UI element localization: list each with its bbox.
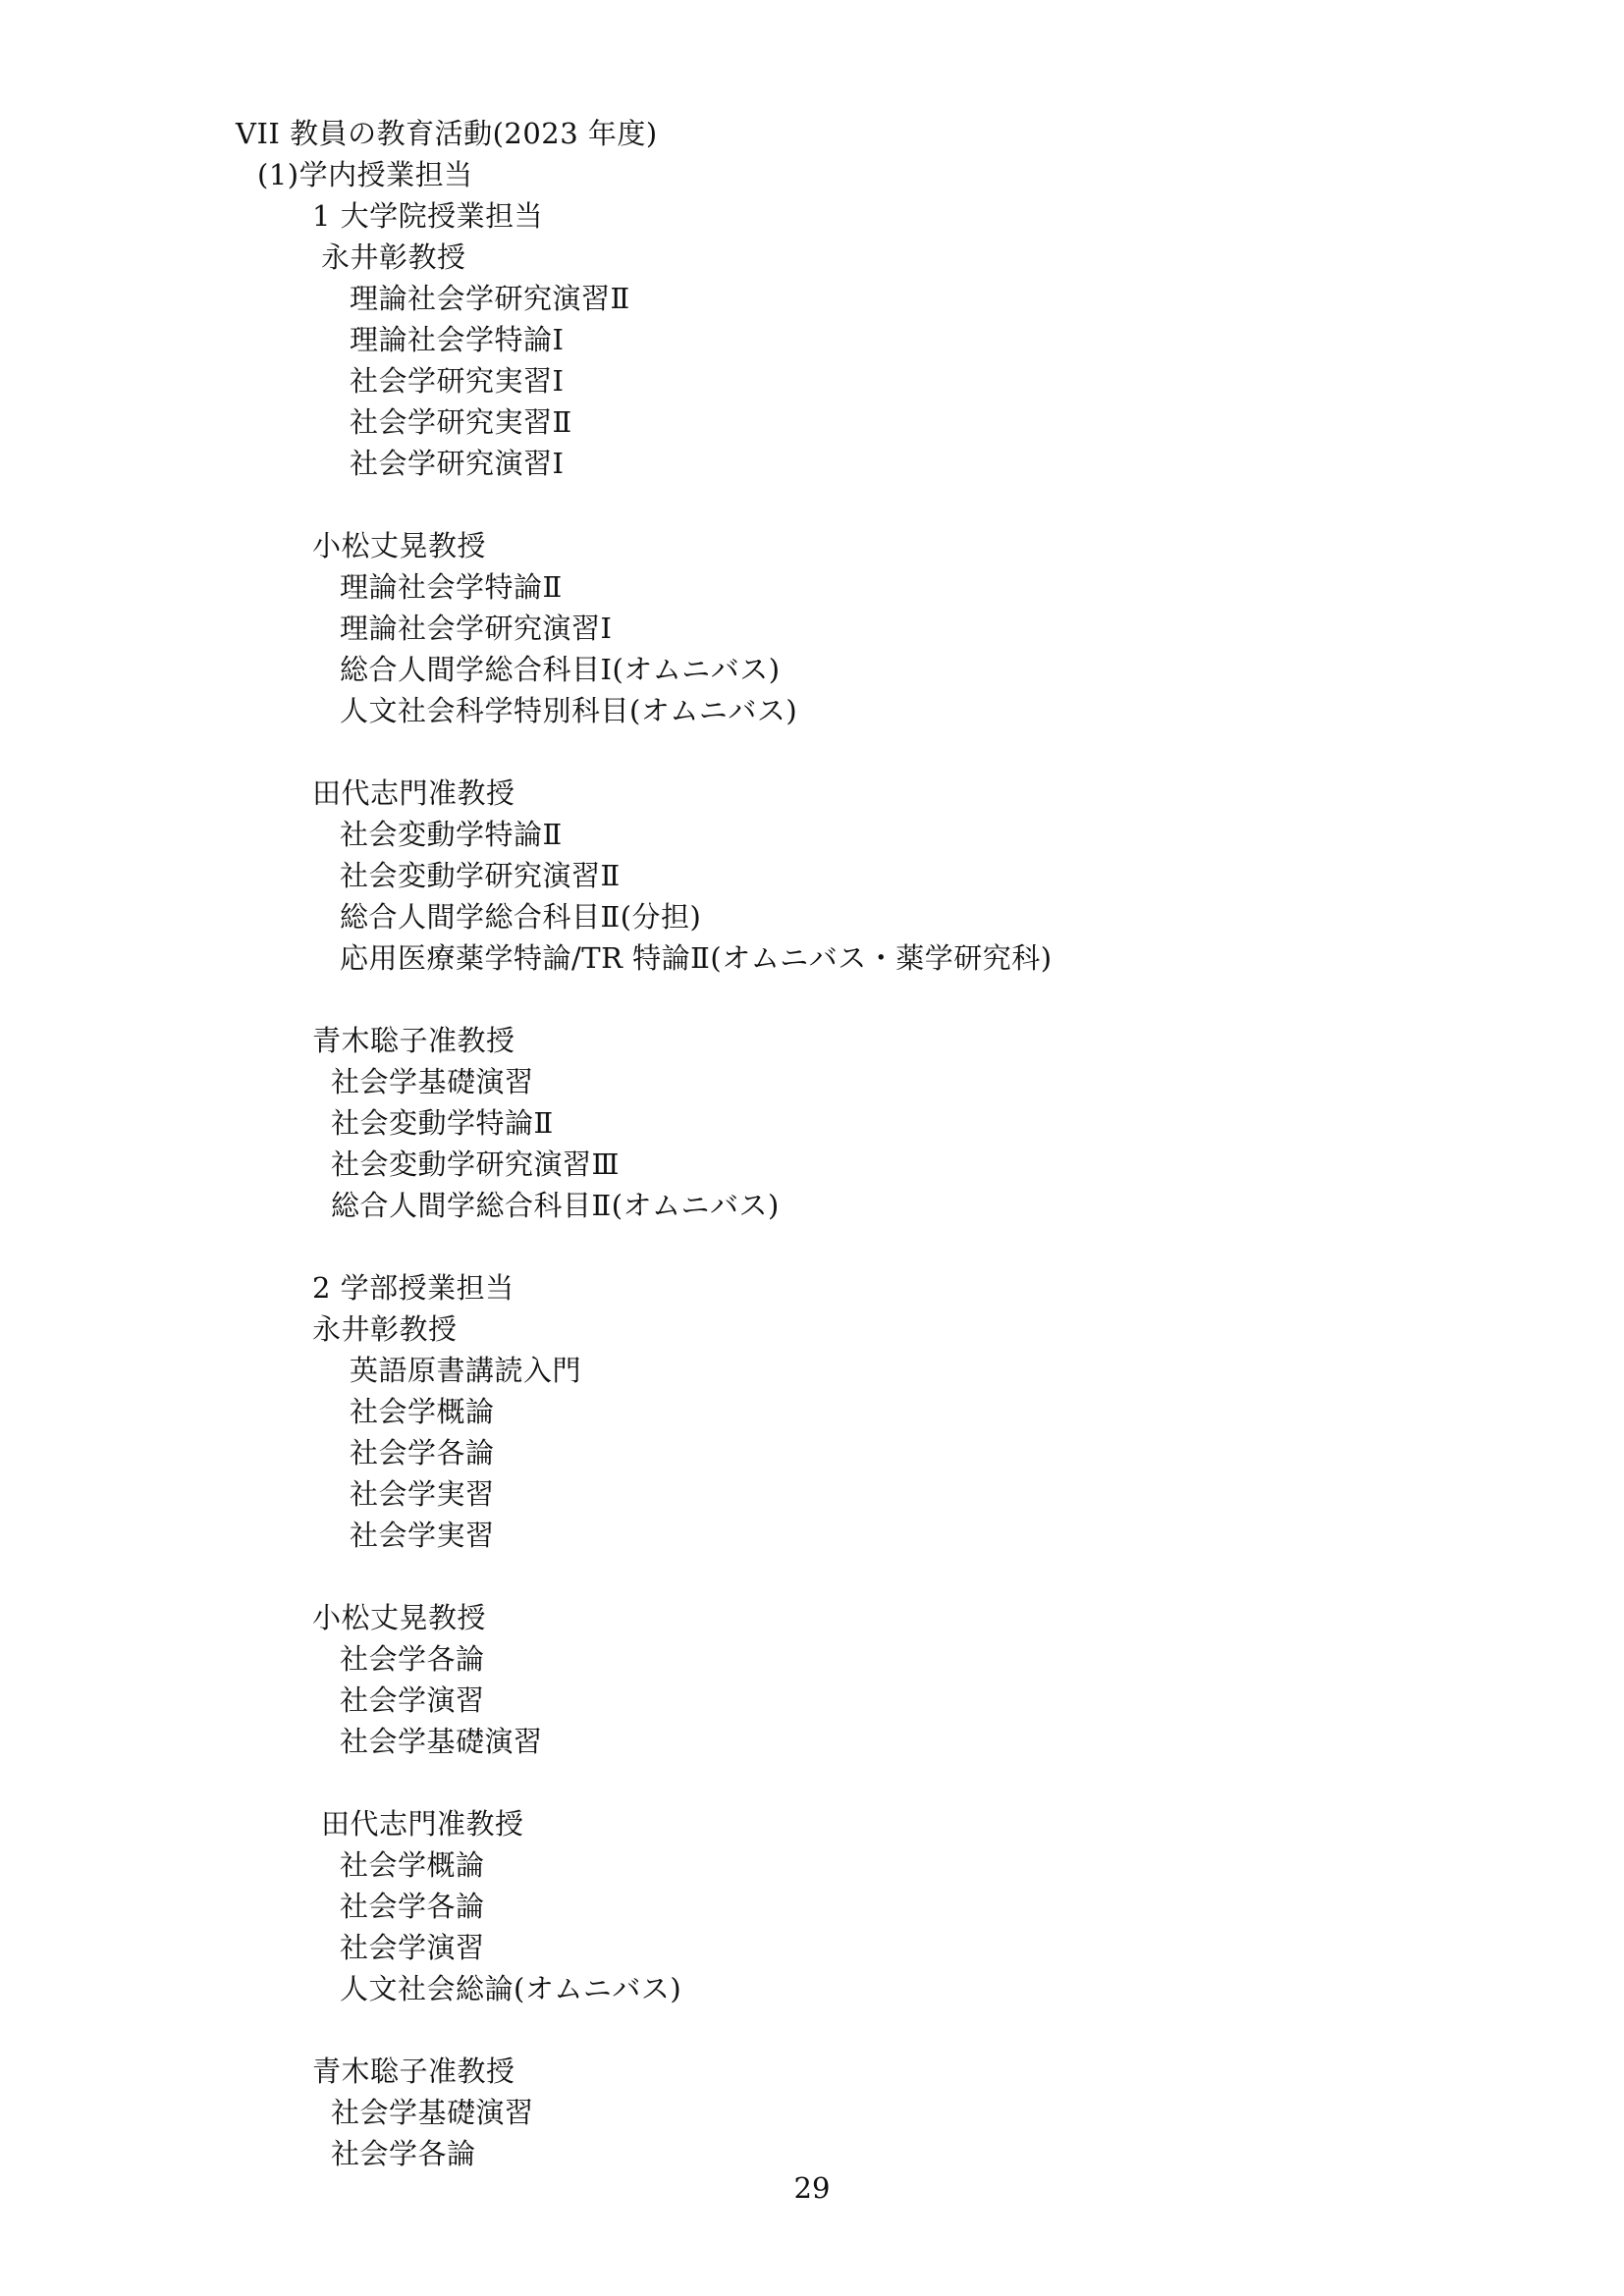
course-item: 理論社会学特論Ⅰ	[350, 323, 565, 356]
course-item: 社会学基礎演習	[340, 1725, 543, 1758]
course-item: 社会学演習	[340, 1683, 485, 1717]
course-item: 社会学研究演習Ⅰ	[350, 447, 565, 480]
course-item: 社会変動学研究演習Ⅲ	[331, 1148, 620, 1181]
course-item: 社会学概論	[340, 1848, 485, 1882]
subsection-heading: (1)学内授業担当	[257, 158, 473, 191]
course-item: 社会変動学研究演習Ⅱ	[340, 859, 621, 892]
course-item: 社会学実習	[350, 1477, 495, 1511]
graduate-heading: 1 大学院授業担当	[312, 199, 544, 233]
course-item: 社会学基礎演習	[331, 1065, 534, 1098]
course-item: 理論社会学研究演習Ⅰ	[340, 612, 613, 645]
faculty-name: 田代志門准教授	[312, 776, 515, 810]
course-item: 社会学各論	[340, 1890, 485, 1923]
page-number: 29	[793, 2171, 831, 2205]
course-item: 人文社会総論(オムニバス)	[340, 1972, 682, 2005]
course-item: 社会学実習	[350, 1519, 495, 1552]
faculty-name: 青木聡子准教授	[312, 1024, 515, 1057]
faculty-name: 永井彰教授	[321, 240, 466, 274]
course-item: 総合人間学総合科目Ⅰ(オムニバス)	[340, 653, 781, 686]
course-item: 社会学研究実習Ⅱ	[350, 405, 572, 439]
faculty-name: 小松丈晃教授	[312, 1601, 487, 1634]
course-item: 社会学研究実習Ⅰ	[350, 364, 565, 398]
faculty-name: 永井彰教授	[312, 1312, 458, 1346]
course-item: 社会変動学特論Ⅱ	[331, 1106, 554, 1140]
course-item: 総合人間学総合科目Ⅱ(オムニバス)	[331, 1189, 780, 1222]
course-item: 社会変動学特論Ⅱ	[340, 818, 563, 851]
course-item: 社会学概論	[350, 1395, 495, 1428]
faculty-name: 青木聡子准教授	[312, 2055, 515, 2088]
course-item: 社会学各論	[350, 1436, 495, 1469]
course-item: 社会学基礎演習	[331, 2096, 534, 2129]
course-item: 社会学各論	[331, 2137, 476, 2170]
course-item: 理論社会学研究演習Ⅱ	[350, 282, 630, 315]
faculty-name: 田代志門准教授	[321, 1807, 524, 1841]
undergraduate-heading: 2 学部授業担当	[312, 1271, 514, 1305]
course-item: 応用医療薬学特論/TR 特論Ⅱ(オムニバス・薬学研究科)	[340, 941, 1053, 975]
course-item: 社会学演習	[340, 1931, 485, 1964]
section-title: VII 教員の教育活動(2023 年度)	[236, 117, 658, 150]
course-item: 人文社会科学特別科目(オムニバス)	[340, 694, 798, 727]
faculty-name: 小松丈晃教授	[312, 529, 487, 562]
course-item: 総合人間学総合科目Ⅱ(分担)	[340, 900, 702, 934]
course-item: 英語原書講読入門	[350, 1354, 582, 1387]
course-item: 社会学各論	[340, 1642, 485, 1676]
course-item: 理論社会学特論Ⅱ	[340, 570, 563, 604]
